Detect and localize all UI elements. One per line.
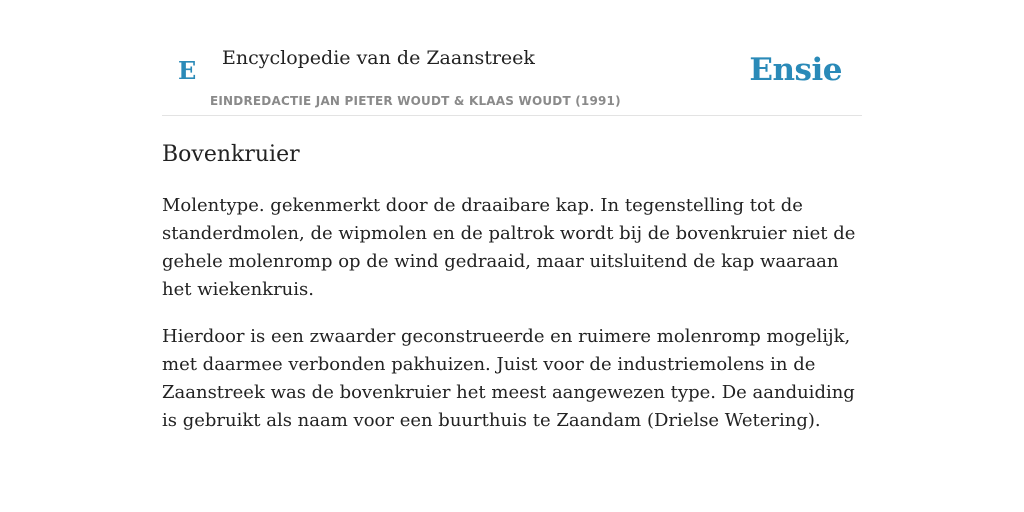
source-title[interactable]: Encyclopedie van de Zaanstreek: [222, 47, 535, 69]
entry-paragraph: Molentype. gekenmerkt door de draaibare kap. In tegenstelling tot de standerdmolen, de wipmolen en de paltrok wordt bij de bovenkruier niet de gehele molenromp op de wind gedraaid, maar uitsluitend de kap waaraan het wiekenkruis.: [162, 195, 856, 300]
entry-paragraph: Hierdoor is een zwaarder geconstrueerde en ruimere molenromp mogelijk, met daarmee verbonden pakhuizen. Juist voor de industriemolens in de Zaanstreek was de bovenkruier het meest aangewezen type. De aanduiding is gebruikt als naam voor een buurthuis te Zaandam (Drielse Wetering).: [162, 326, 855, 431]
source-header: [162, 0, 862, 116]
page: [162, 0, 862, 435]
entry-title: Bovenkruier: [162, 142, 300, 167]
source-logo-icon[interactable]: E: [178, 56, 197, 85]
source-editors: EINDREDACTIE JAN PIETER WOUDT & KLAAS WOUDT (1991): [210, 94, 621, 108]
brand-logo[interactable]: Ensie: [749, 52, 842, 88]
